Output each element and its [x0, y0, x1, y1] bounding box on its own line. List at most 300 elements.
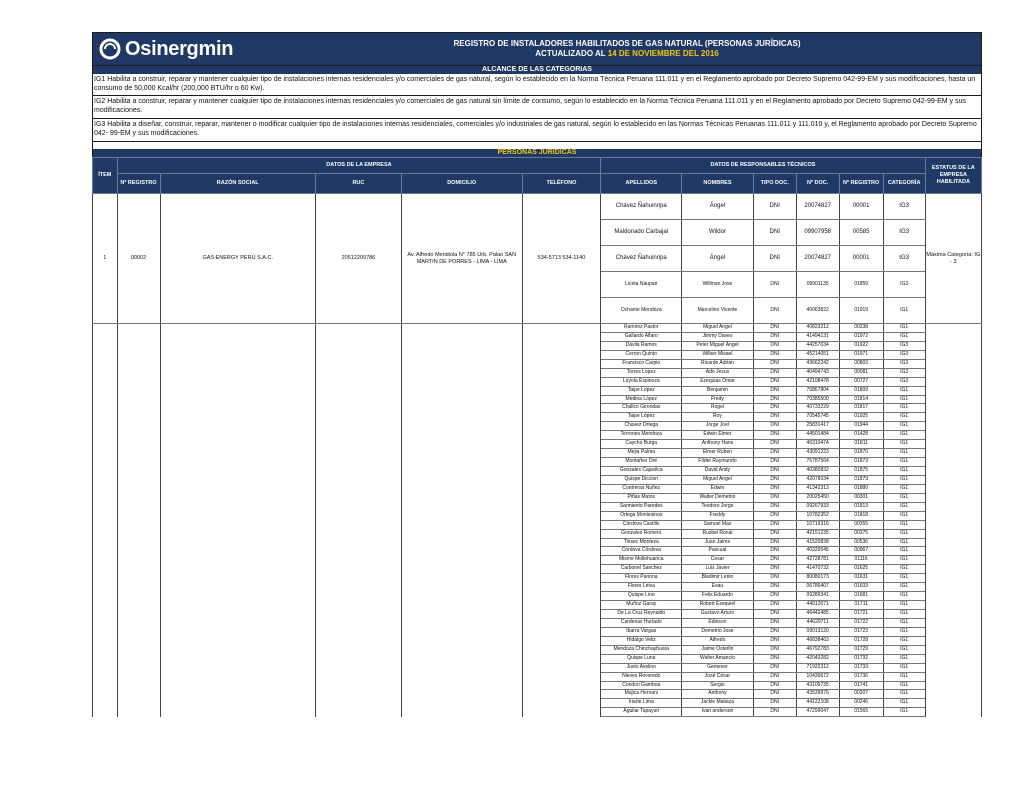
tech-n-registro: 01116 — [839, 556, 883, 565]
tech-n-registro: 01722 — [839, 618, 883, 627]
tech-n-registro: 00536 — [839, 538, 883, 547]
tech-tipo-doc: DNI — [753, 663, 796, 672]
tech-apellidos: Aguilar Tapayuri — [601, 708, 682, 717]
tech-categoria: IG3 — [883, 377, 925, 386]
tech-n-registro: 01859 — [839, 272, 883, 298]
tech-n-doc: 41470732 — [796, 565, 839, 574]
tech-apellidos: Cardenas Hurtado — [601, 618, 682, 627]
tech-n-doc: 09013120 — [796, 627, 839, 636]
tech-n-doc: 43109735 — [796, 681, 839, 690]
tech-n-registro: 01814 — [839, 395, 883, 404]
tech-tipo-doc: DNI — [753, 220, 796, 246]
tech-nombres: Jorge Joel — [682, 422, 754, 431]
tech-tipo-doc: DNI — [753, 298, 796, 324]
tech-nombres: Bladimir Lenin — [682, 574, 754, 583]
tech-n-registro: 00585 — [839, 220, 883, 246]
tech-tipo-doc: DNI — [753, 341, 796, 350]
tech-nombres: Wildor — [682, 220, 754, 246]
tech-n-registro: 00207 — [839, 690, 883, 699]
tech-nombres: Jaime Osterlin — [682, 645, 754, 654]
tech-categoria: IG1 — [883, 592, 925, 601]
tech-n-registro: 00246 — [839, 699, 883, 708]
tech-apellidos: Córdova Castillo — [601, 520, 682, 529]
category-ig2-text: IG2 Habilita a construir, reparar y mantener cualquier tipo de instalaciones internas residenciales y/o comerciales de gas natural sin límite de consumo, según lo establecido en la Norma Técnica Peruana 111.011 y en el Reglamento aprobado por Decreto Supremo 042-99-EM y sus modificaciones. — [92, 96, 982, 119]
tech-apellidos: Terrones Mendoza — [601, 431, 682, 440]
company-ruc: 20512209786 — [315, 194, 401, 324]
group-company: DATOS DE LA EMPRESA — [117, 158, 601, 174]
tech-n-registro: 01741 — [839, 681, 883, 690]
tech-n-doc: 09907958 — [796, 220, 839, 246]
tech-tipo-doc: DNI — [753, 520, 796, 529]
tech-tipo-doc: DNI — [753, 699, 796, 708]
tech-tipo-doc: DNI — [753, 350, 796, 359]
tech-n-doc: 42043282 — [796, 654, 839, 663]
tech-nombres: Pascual — [682, 547, 754, 556]
tech-n-registro: 01809 — [839, 386, 883, 395]
tech-n-doc: 10719316 — [796, 520, 839, 529]
tech-categoria: IG1 — [883, 502, 925, 511]
tech-n-registro: 01879 — [839, 475, 883, 484]
tech-n-doc: 09267933 — [796, 502, 839, 511]
col-item: ÍTEM — [93, 158, 118, 194]
tech-n-registro: 00001 — [839, 246, 883, 272]
tech-categoria: IG1 — [883, 475, 925, 484]
tech-apellidos: Chávez Ñahuinripa — [601, 194, 682, 220]
tech-nombres: Walter Demetrio — [682, 493, 754, 502]
tech-n-registro: 00727 — [839, 377, 883, 386]
tech-categoria: IG3 — [883, 194, 925, 220]
tech-n-registro: 01971 — [839, 350, 883, 359]
tech-tipo-doc: DNI — [753, 636, 796, 645]
tech-tipo-doc: DNI — [753, 493, 796, 502]
tech-n-doc: 44629711 — [796, 618, 839, 627]
tech-tipo-doc: DNI — [753, 324, 796, 333]
tech-n-doc: 43091223 — [796, 449, 839, 458]
tech-n-registro: 01925 — [839, 413, 883, 422]
tech-apellidos: Quispe Luna — [601, 654, 682, 663]
tech-apellidos: Carbonel Sanchez — [601, 565, 682, 574]
installers-table — [92, 157, 982, 717]
col-telefono: TELÉFONO — [522, 174, 601, 194]
tech-apellidos: Maldonado Carbajal — [601, 220, 682, 246]
tech-tipo-doc: DNI — [753, 502, 796, 511]
tech-categoria: IG1 — [883, 440, 925, 449]
tech-apellidos: Challco Girondas — [601, 404, 682, 413]
tech-tipo-doc: DNI — [753, 475, 796, 484]
tech-categoria: IG1 — [883, 493, 925, 502]
tech-n-doc: 10430672 — [796, 672, 839, 681]
tech-categoria: IG1 — [883, 324, 925, 333]
tech-categoria: IG1 — [883, 458, 925, 467]
tech-categoria: IG1 — [883, 449, 925, 458]
tech-nombres: Edwin — [682, 484, 754, 493]
tech-nombres: Demetrio Jose — [682, 627, 754, 636]
company-1-rows — [93, 194, 982, 324]
tech-n-registro: 01733 — [839, 663, 883, 672]
table-row — [93, 324, 982, 333]
tech-nombres: Elmer Ruben — [682, 449, 754, 458]
tech-n-registro: 01729 — [839, 645, 883, 654]
col-tipo-doc: TIPO DOC. — [753, 174, 796, 194]
tech-nombres: Willman Jose — [682, 272, 754, 298]
tech-n-registro: 01736 — [839, 672, 883, 681]
company-2-rows — [93, 324, 982, 717]
tech-nombres: Freddy — [682, 511, 754, 520]
tech-apellidos: Ibarra Vargas — [601, 627, 682, 636]
tech-nombres: Fílder Raymundo — [682, 458, 754, 467]
tech-n-doc: 46792783 — [796, 645, 839, 654]
tech-n-registro: 00081 — [839, 368, 883, 377]
document-title: REGISTRO DE INSTALADORES HABILITADOS DE GAS NATURAL (PERSONAS JURÍDICAS) — [453, 39, 801, 48]
tech-nombres: Anthony Hans — [682, 440, 754, 449]
company-registro — [117, 324, 160, 717]
tech-nombres: Marcelino Vicente — [682, 298, 754, 324]
tech-apellidos: Sarmiento Paredes — [601, 502, 682, 511]
tech-n-doc: 09901135 — [796, 272, 839, 298]
tech-tipo-doc: DNI — [753, 467, 796, 476]
tech-n-registro: 00301 — [839, 493, 883, 502]
tech-tipo-doc: DNI — [753, 592, 796, 601]
tech-apellidos: Flores Pariona — [601, 574, 682, 583]
tech-nombres: Gustavo Arturo — [682, 610, 754, 619]
tech-nombres: Ángel — [682, 194, 754, 220]
tech-n-registro: 00803 — [839, 359, 883, 368]
tech-apellidos: Hidalgo Veliz — [601, 636, 682, 645]
tech-apellidos: Piñas Matos — [601, 493, 682, 502]
tech-tipo-doc: DNI — [753, 529, 796, 538]
tech-tipo-doc: DNI — [753, 618, 796, 627]
tech-n-doc: 41494131 — [796, 332, 839, 341]
tech-categoria: IG1 — [883, 467, 925, 476]
tech-n-registro: 00375 — [839, 529, 883, 538]
tech-apellidos: Gonzales Cajavilca — [601, 467, 682, 476]
tech-n-doc: 42151235 — [796, 529, 839, 538]
tech-n-registro: 01711 — [839, 601, 883, 610]
tech-n-doc: 46442485 — [796, 610, 839, 619]
col-domicilio: DOMICILIO — [401, 174, 522, 194]
tech-categoria: IG1 — [883, 672, 925, 681]
section-gap — [92, 142, 982, 149]
tech-nombres: Ado Jesus — [682, 368, 754, 377]
tech-n-registro: 01721 — [839, 610, 883, 619]
tech-categoria: IG1 — [883, 298, 925, 324]
tech-nombres: Miguel Angel — [682, 324, 754, 333]
tech-n-doc: 46310474 — [796, 440, 839, 449]
tech-nombres: Jimmy Daves — [682, 332, 754, 341]
tech-n-doc: 40733229 — [796, 404, 839, 413]
tech-nombres: Gemever — [682, 663, 754, 672]
tech-categoria: IG1 — [883, 565, 925, 574]
tech-apellidos: Montañez Oré — [601, 458, 682, 467]
company-domicilio — [401, 324, 522, 717]
tech-categoria: IG1 — [883, 413, 925, 422]
tech-tipo-doc: DNI — [753, 672, 796, 681]
tech-n-registro: 01919 — [839, 298, 883, 324]
col-n-doc: Nº DOC. — [796, 174, 839, 194]
tech-tipo-doc: DNI — [753, 386, 796, 395]
tech-tipo-doc: DNI — [753, 458, 796, 467]
document-header — [92, 32, 982, 66]
section-title: PERSONAS JURÍDICAS — [92, 149, 982, 157]
tech-nombres: Felix Eduardo — [682, 592, 754, 601]
tech-n-doc: 44012071 — [796, 601, 839, 610]
tech-n-registro: 01880 — [839, 484, 883, 493]
company-razon — [160, 324, 315, 717]
tech-n-doc: 76787564 — [796, 458, 839, 467]
col-reg-no: Nº REGISTRO — [117, 174, 160, 194]
tech-nombres: Ezequias Omar — [682, 377, 754, 386]
tech-nombres: José César — [682, 672, 754, 681]
tech-tipo-doc: DNI — [753, 484, 796, 493]
tech-categoria: IG1 — [883, 601, 925, 610]
tech-apellidos: Chavez Ortega — [601, 422, 682, 431]
tech-n-registro: 01818 — [839, 511, 883, 520]
tech-categoria: IG1 — [883, 556, 925, 565]
tech-tipo-doc: DNI — [753, 556, 796, 565]
tech-categoria: IG1 — [883, 386, 925, 395]
tech-n-doc: 42078034 — [796, 475, 839, 484]
tech-n-doc: 40823212 — [796, 324, 839, 333]
tech-apellidos: Misme Mollehuanca — [601, 556, 682, 565]
tech-categoria: IG1 — [883, 395, 925, 404]
tech-categoria: IG1 — [883, 520, 925, 529]
tech-tipo-doc: DNI — [753, 690, 796, 699]
tech-tipo-doc: DNI — [753, 574, 796, 583]
tech-n-doc: 43662242 — [796, 359, 839, 368]
tech-nombres: Alfredo — [682, 636, 754, 645]
tech-categoria: IG3 — [883, 350, 925, 359]
tech-apellidos: Justo Avelino — [601, 663, 682, 672]
tech-tipo-doc: DNI — [753, 565, 796, 574]
tech-tipo-doc: DNI — [753, 654, 796, 663]
tech-apellidos: Nieves Revoredo — [601, 672, 682, 681]
tech-n-registro: 01873 — [839, 458, 883, 467]
tech-nombres: Teodoro Jorge — [682, 502, 754, 511]
tech-n-doc: 47299047 — [796, 708, 839, 717]
tech-n-registro: 01631 — [839, 574, 883, 583]
update-date: 14 DE NOVIEMBRE DEL 2016 — [607, 49, 719, 58]
tech-tipo-doc: DNI — [753, 404, 796, 413]
tech-apellidos: Quispe Diccion — [601, 475, 682, 484]
tech-n-registro: 01817 — [839, 404, 883, 413]
category-ig3-text: IG3 Habilita a diseñar, construir, reparar, mantener o modificar cualquier tipo de instalaciones internas residenciales, comerciales y/o industriales de gas natural, según lo establecido en las Normas Técnicas Peruanas 111.011 y 111.010 y, el Reglamento aprobado por Decreto Supremo 042- 99-EM y sus modificaciones. — [92, 119, 982, 142]
tech-nombres: Cesar — [682, 556, 754, 565]
tech-apellidos: Loyola Espinoza — [601, 377, 682, 386]
tech-tipo-doc: DNI — [753, 413, 796, 422]
update-prefix: ACTUALIZADO AL — [535, 49, 606, 58]
tech-tipo-doc: DNI — [753, 645, 796, 654]
tech-n-doc: 80080173 — [796, 574, 839, 583]
tech-n-doc: 70867804 — [796, 386, 839, 395]
company-status — [925, 324, 981, 717]
tech-apellidos: Condori Gamboa — [601, 681, 682, 690]
company-item: 1 — [93, 194, 118, 324]
tech-apellidos: Ochante Mendoza — [601, 298, 682, 324]
update-line — [273, 49, 981, 59]
tech-n-doc: 10782352 — [796, 511, 839, 520]
tech-tipo-doc: DNI — [753, 610, 796, 619]
tech-n-registro: 01811 — [839, 440, 883, 449]
tech-n-registro: 00001 — [839, 194, 883, 220]
tech-apellidos: Mendoza Chinchayhuara — [601, 645, 682, 654]
tech-n-doc: 20025450 — [796, 493, 839, 502]
tech-n-doc: 45214051 — [796, 350, 839, 359]
tech-nombres: Esau — [682, 583, 754, 592]
tech-nombres: Wilber Misael — [682, 350, 754, 359]
tech-nombres: Luis Javier — [682, 565, 754, 574]
tech-categoria: IG1 — [883, 654, 925, 663]
tech-categoria: IG1 — [883, 636, 925, 645]
tech-n-doc: 20074827 — [796, 194, 839, 220]
brand-logo — [99, 38, 233, 60]
tech-tipo-doc: DNI — [753, 538, 796, 547]
tech-categoria: IG1 — [883, 699, 925, 708]
company-item — [93, 324, 118, 717]
tech-categoria: IG1 — [883, 663, 925, 672]
tech-categoria: IG1 — [883, 422, 925, 431]
tech-tipo-doc: DNI — [753, 708, 796, 717]
registry-document — [92, 32, 982, 717]
tech-n-registro: 01870 — [839, 449, 883, 458]
tech-categoria: IG1 — [883, 627, 925, 636]
tech-apellidos: Tinsec Monteza — [601, 538, 682, 547]
tech-apellidos: Flores Leiva — [601, 583, 682, 592]
tech-apellidos: Iriarte Lima — [601, 699, 682, 708]
tech-n-registro: 01732 — [839, 654, 883, 663]
tech-nombres: Roy — [682, 413, 754, 422]
tech-tipo-doc: DNI — [753, 194, 796, 220]
company-status: Máxima Categoría: IG - 3 — [925, 194, 981, 324]
company-telefono — [522, 324, 601, 717]
tech-categoria: IG1 — [883, 332, 925, 341]
tech-n-registro: 01565 — [839, 708, 883, 717]
tech-n-registro: 01813 — [839, 502, 883, 511]
tech-nombres: Peter Miguel Ángel — [682, 341, 754, 350]
tech-tipo-doc: DNI — [753, 395, 796, 404]
tech-n-doc: 44257034 — [796, 341, 839, 350]
tech-n-registro: 01723 — [839, 627, 883, 636]
tech-apellidos: Liceta Naupari — [601, 272, 682, 298]
tech-n-registro: 01875 — [839, 467, 883, 476]
tech-n-doc: 09289341 — [796, 592, 839, 601]
tech-tipo-doc: DNI — [753, 547, 796, 556]
category-ig1-text: IG1 Habilita a construir, reparar y mantener cualquier tipo de instalaciones internas residenciales y/o comerciales de gas natural, según lo establecido en la Norma Técnica Peruana 111.011 y en el Reglamento aprobado por Decreto Supremo 042-99-EM y sus modificaciones, hasta un consumo de 50,000 Kcal/hr (200,000 BTU/hr o 60 Kw). — [92, 74, 982, 96]
tech-n-doc: 25831417 — [796, 422, 839, 431]
table-row — [93, 194, 982, 220]
tech-n-registro: 00967 — [839, 547, 883, 556]
tech-nombres: Ángel — [682, 246, 754, 272]
tech-nombres: David Andy — [682, 467, 754, 476]
tech-n-registro: 01625 — [839, 565, 883, 574]
tech-n-registro: 01972 — [839, 332, 883, 341]
tech-categoria: IG1 — [883, 618, 925, 627]
tech-categoria: IG1 — [883, 529, 925, 538]
tech-apellidos: Mujica Hernani — [601, 690, 682, 699]
tech-tipo-doc: DNI — [753, 377, 796, 386]
tech-nombres: Sergio — [682, 681, 754, 690]
tech-tipo-doc: DNI — [753, 449, 796, 458]
tech-tipo-doc: DNI — [753, 422, 796, 431]
tech-n-registro: 01944 — [839, 422, 883, 431]
tech-n-doc: 42728781 — [796, 556, 839, 565]
tech-categoria: IG3 — [883, 272, 925, 298]
tech-categoria: IG3 — [883, 220, 925, 246]
group-tech: DATOS DE RESPONSABLES TÉCNICOS — [601, 158, 925, 174]
tech-n-registro: 01633 — [839, 583, 883, 592]
tech-categoria: IG1 — [883, 574, 925, 583]
tech-n-registro: 01922 — [839, 341, 883, 350]
company-telefono: 534-5713 534-1140 — [522, 194, 601, 324]
tech-tipo-doc: DNI — [753, 440, 796, 449]
tech-apellidos: Chávez Ñahuinripa — [601, 246, 682, 272]
tech-n-registro: 01728 — [839, 636, 883, 645]
company-registro: 00002 — [117, 194, 160, 324]
tech-apellidos: Muñoz Garay — [601, 601, 682, 610]
tech-n-doc: 41520838 — [796, 538, 839, 547]
tech-n-doc: 20074827 — [796, 246, 839, 272]
brand-name: Osinergmin — [125, 37, 234, 60]
tech-apellidos: Mejia Palma — [601, 449, 682, 458]
tech-apellidos: Córdova Córdova — [601, 547, 682, 556]
tech-apellidos: Medina López — [601, 395, 682, 404]
tech-categoria: IG1 — [883, 547, 925, 556]
tech-tipo-doc: DNI — [753, 272, 796, 298]
tech-categoria: IG1 — [883, 511, 925, 520]
tech-n-registro: 01428 — [839, 431, 883, 440]
tech-n-doc: 40380832 — [796, 467, 839, 476]
tech-categoria: IG1 — [883, 708, 925, 717]
tech-apellidos: De La Cruz Reynaldo — [601, 610, 682, 619]
tech-n-doc: 06786407 — [796, 583, 839, 592]
tech-categoria: IG1 — [883, 583, 925, 592]
tech-tipo-doc: DNI — [753, 627, 796, 636]
tech-categoria: IG1 — [883, 538, 925, 547]
tech-tipo-doc: DNI — [753, 246, 796, 272]
tech-n-registro: 00238 — [839, 324, 883, 333]
tech-n-registro: 00355 — [839, 520, 883, 529]
tech-n-doc: 41342313 — [796, 484, 839, 493]
tech-nombres: Samuel Max — [682, 520, 754, 529]
osinergmin-logo-icon — [99, 38, 121, 60]
tech-n-doc: 70545745 — [796, 413, 839, 422]
tech-apellidos: Cerron Quinto — [601, 350, 682, 359]
tech-tipo-doc: DNI — [753, 681, 796, 690]
scope-title: ALCANCE DE LAS CATEGORÍAS — [92, 66, 982, 74]
tech-n-doc: 46838463 — [796, 636, 839, 645]
tech-n-doc: 42108478 — [796, 377, 839, 386]
tech-nombres: Edwin Elmer — [682, 431, 754, 440]
tech-categoria: IG1 — [883, 431, 925, 440]
tech-nombres: Ivan anderson — [682, 708, 754, 717]
tech-tipo-doc: DNI — [753, 368, 796, 377]
tech-n-doc: 40329545 — [796, 547, 839, 556]
tech-apellidos: Taipe Lopez — [601, 386, 682, 395]
tech-nombres: Rusbel Ronal — [682, 529, 754, 538]
tech-n-doc: 43539976 — [796, 690, 839, 699]
tech-tipo-doc: DNI — [753, 601, 796, 610]
tech-tipo-doc: DNI — [753, 431, 796, 440]
tech-nombres: Walter Amancio — [682, 654, 754, 663]
tech-nombres: Juan Jaime — [682, 538, 754, 547]
tech-n-doc: 40494743 — [796, 368, 839, 377]
tech-nombres: Miguel Angel — [682, 475, 754, 484]
tech-categoria: IG1 — [883, 484, 925, 493]
tech-tipo-doc: DNI — [753, 583, 796, 592]
tech-apellidos: Caycho Burga — [601, 440, 682, 449]
tech-categoria: IG3 — [883, 341, 925, 350]
col-nombres: NOMBRES — [682, 174, 754, 194]
tech-apellidos: Dávila Ramos — [601, 341, 682, 350]
